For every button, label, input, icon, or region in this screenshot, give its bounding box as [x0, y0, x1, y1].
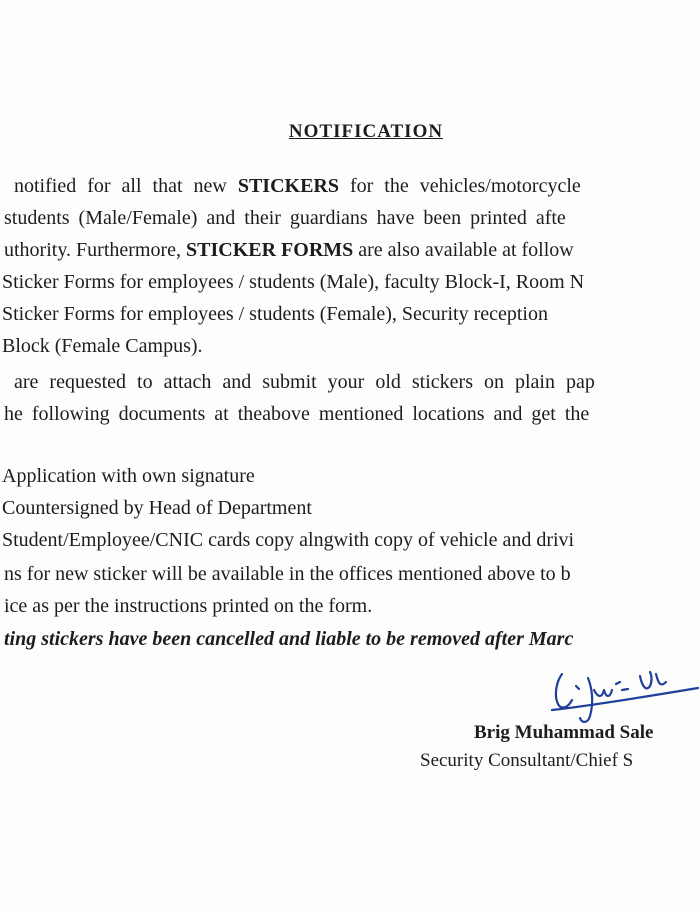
signature-stroke — [576, 686, 579, 689]
signature-stroke — [640, 672, 652, 688]
notice-line-7: are requested to attach and submit your old stickers on plain pap — [14, 371, 595, 393]
notice-line-1: notified for all that new STICKERS for the vehicles/motorcycle — [14, 175, 581, 197]
signatory-name: Brig Muhammad Sale — [474, 722, 654, 743]
notice-line-5: Sticker Forms for employees / students (Female), Security reception — [2, 303, 548, 325]
signature-stroke — [594, 690, 612, 696]
followup-line-2: ice as per the instructions printed on the form. — [4, 595, 373, 617]
signature-stroke — [616, 682, 620, 684]
notice-line-2: students (Male/Female) and their guardians have been printed afte — [4, 207, 566, 229]
sticker-forms-emphasis: STICKER FORMS — [186, 239, 354, 261]
signature-stroke — [656, 674, 666, 684]
notice-line-4: Sticker Forms for employees / students (Male), faculty Block-I, Room N — [2, 271, 585, 293]
notice-line-6: Block (Female Campus). — [2, 335, 203, 357]
followup-line-1: ns for new sticker will be available in the offices mentioned above to b — [4, 563, 571, 585]
signature-stroke — [580, 678, 592, 722]
notice-heading: NOTIFICATION — [288, 121, 444, 142]
signatory-title: Security Consultant/Chief S — [420, 750, 634, 771]
cancellation-warning: ting stickers have been cancelled and liable to be removed after Marc — [4, 628, 574, 650]
stickers-emphasis: STICKERS — [237, 175, 339, 197]
document-item-3: Student/Employee/CNIC cards copy alngwith copy of vehicle and drivi — [2, 529, 575, 551]
handwritten-signature — [548, 668, 700, 728]
document-item-1: Application with own signature — [2, 465, 255, 487]
signature-stroke — [552, 688, 698, 710]
notice-line-8: he following documents at theabove mentioned locations and get the — [4, 403, 590, 425]
document-item-2: Countersigned by Head of Department — [2, 497, 312, 519]
signature-stroke — [556, 674, 572, 707]
notice-line-3: uthority. Furthermore, STICKER FORMS are also available at follow — [4, 239, 574, 261]
signature-stroke — [622, 689, 628, 690]
